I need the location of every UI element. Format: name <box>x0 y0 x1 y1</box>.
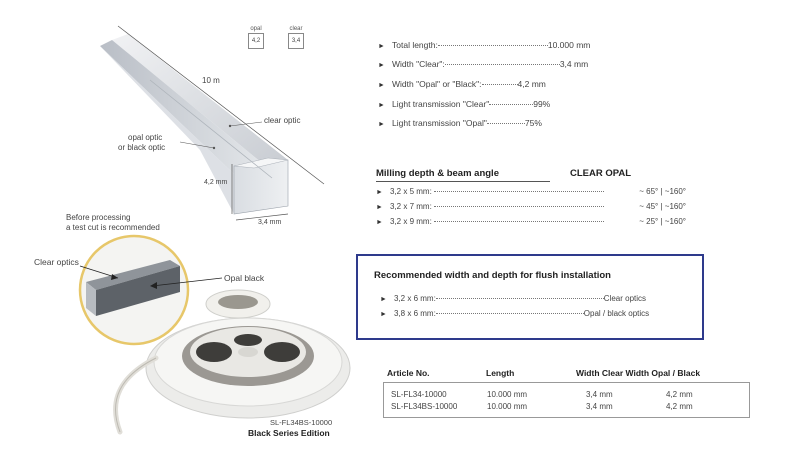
profile-illustration <box>0 0 360 240</box>
table-cell: 4,2 mm <box>666 402 693 411</box>
black-optic-label: or black optic <box>118 143 166 152</box>
table-cell: 10.000 mm <box>487 402 528 411</box>
dimension-length-label: 10 m <box>202 76 220 85</box>
bullet-icon: ► <box>378 82 385 89</box>
processing-note-line2: a test cut is recommended <box>66 223 160 232</box>
opal-cross-section-icon: opal 4,2 <box>246 26 266 49</box>
table-header-length: Length <box>486 368 515 378</box>
dimension-height-label: 4,2 mm <box>204 179 228 186</box>
spec-transmission-opal: ► Light transmission "Opal" 75% <box>378 118 542 128</box>
table-cell: 3,4 mm <box>586 390 613 399</box>
table-header-article: Article No. <box>387 368 430 378</box>
recommended-title: Recommended width and depth for flush installation <box>374 270 611 281</box>
recommended-row: ► 3,2 x 6 mm: Clear optics <box>380 294 647 303</box>
product-code: SL-FL34BS-10000 <box>270 418 333 427</box>
table-header-width: Width Clear Width Opal / Black <box>576 368 701 378</box>
spec-width-opal: ► Width "Opal" or "Black": 4,2 mm <box>378 79 546 89</box>
callout-clear-optics: Clear optics <box>34 257 79 267</box>
profile-end-face <box>234 160 288 214</box>
clear-cross-section-icon: clear 3,4 <box>286 26 306 49</box>
bullet-icon: ► <box>380 311 387 318</box>
table-cell: SL-FL34BS-10000 <box>391 402 458 411</box>
recommended-box <box>356 254 704 340</box>
article-table <box>383 382 750 418</box>
bullet-icon: ► <box>378 121 385 128</box>
recommended-row: ► 3,8 x 6 mm: Opal / black optics <box>380 309 650 318</box>
bullet-icon: ► <box>380 296 387 303</box>
dimension-width-label: 3,4 mm <box>258 219 282 226</box>
bullet-icon: ► <box>378 43 385 50</box>
spec-transmission-clear: ► Light transmission "Clear" 99% <box>378 99 551 109</box>
clear-optic-label: clear optic <box>264 116 301 125</box>
milling-row: ► 3,2 x 9 mm: ~ 25° | ~160° <box>376 217 686 226</box>
milling-title-underline <box>376 181 550 182</box>
table-cell: SL-FL34-10000 <box>391 390 447 399</box>
milling-row: ► 3,2 x 5 mm: ~ 65° | ~160° <box>376 187 686 196</box>
milling-row: ► 3,2 x 7 mm: ~ 45° | ~160° <box>376 202 686 211</box>
table-cell: 10.000 mm <box>487 390 528 399</box>
bullet-icon: ► <box>376 219 383 226</box>
product-edition: Black Series Edition <box>248 428 330 438</box>
bullet-icon: ► <box>376 189 383 196</box>
spec-width-clear: ► Width "Clear": 3,4 mm <box>378 59 589 69</box>
opal-optic-label: opal optic <box>128 133 163 142</box>
milling-column-header: CLEAR OPAL <box>570 168 632 179</box>
milling-title: Milling depth & beam angle <box>376 168 499 179</box>
bullet-icon: ► <box>376 204 383 211</box>
spec-total-length: ► Total length: 10.000 mm <box>378 40 591 50</box>
processing-note-line1: Before processing <box>66 213 131 222</box>
callout-opal-black: Opal black <box>224 273 265 283</box>
bullet-icon: ► <box>378 62 385 69</box>
bullet-icon: ► <box>378 102 385 109</box>
table-cell: 4,2 mm <box>666 390 693 399</box>
table-cell: 3,4 mm <box>586 402 613 411</box>
